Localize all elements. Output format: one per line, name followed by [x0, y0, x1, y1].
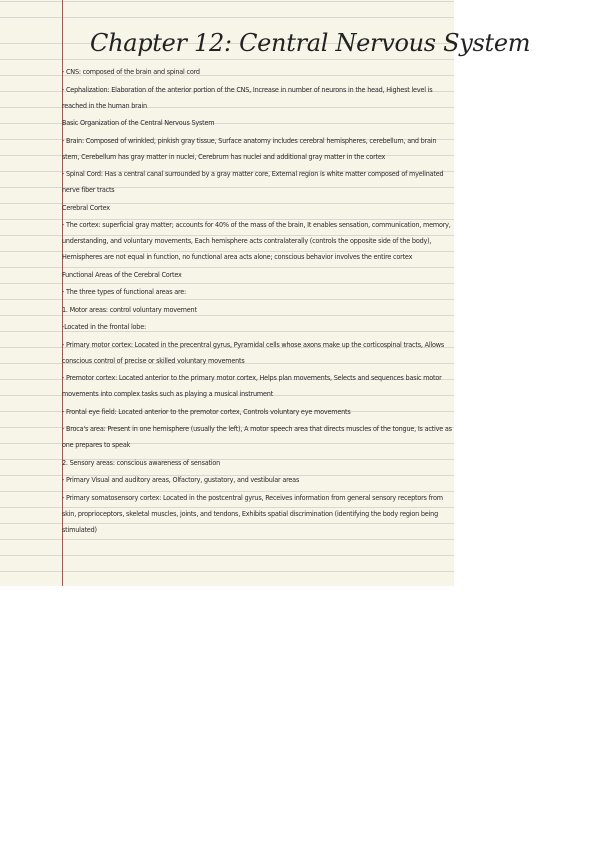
note-line: - Primary motor cortex: Located in the precentral gyrus, Pyramidal cells whose axons make up the corticospinal tracts, Allows conscious control of precise or skilled voluntary movements	[62, 339, 446, 365]
section-heading: Cerebral Cortex	[62, 202, 110, 212]
note-line: - Cephalization: Elaboration of the anterior portion of the CNS, Increase in number of neurons in the head, Highest level is reached in the human brain	[62, 84, 435, 110]
note-line: - Spinal Cord: Has a central canal surrounded by a gray matter core, External region is white matter composed of myelinated nerve fiber tracts	[62, 169, 446, 194]
note-line: - Brain: Composed of wrinkled, pinkish gray tissue, Surface anatomy includes cerebral hemispheres, cerebellum, and brain stem, Cerebellum has gray matter in nuclei, Cerebrum has nuclei and additional gray matter in the cortex	[62, 135, 439, 161]
note-line: - Frontal eye field: Located anterior to the premotor cortex, Controls voluntary eye movements	[62, 406, 351, 416]
note-line: - The cortex: superficial gray matter; accounts for 40% of the mass of the brain, It enables sensation, communication, memory, understanding, and voluntary movements, Each hemisphere acts contralaterally (controls the opposite side of the body), Hemispheres are not equal in function, no functional area acts alone; conscious behavior involves the entire cortex	[62, 220, 453, 261]
page-title: Chapter 12: Central Nervous System	[90, 29, 531, 57]
note-line: - The three types of functional areas are:	[62, 287, 187, 296]
section-heading: Functional Areas of the Cerebral Cortex	[62, 269, 182, 279]
note-line: - Primary somatosensory cortex: Located in the postcentral gyrus, Receives information from general sensory receptors from skin, proprioceptors, skeletal muscles, joints, and tendons, Exhibits spatial discrimination (identifying the body region being stimulated)	[62, 492, 445, 534]
section-heading: Basic Organization of the Central Nervous System	[62, 118, 215, 127]
note-line: - Broca's area: Present in one hemisphere (usually the left), A motor speech area that directs muscles of the tongue, Is active as one prepares to speak	[62, 424, 454, 449]
note-line: -Located in the frontal lobe:	[62, 322, 146, 331]
note-line: - Primary Visual and auditory areas, Olfactory, gustatory, and vestibular areas	[62, 475, 300, 484]
note-line: 2. Sensory areas: conscious awareness of sensation	[62, 457, 221, 467]
note-line: - Premotor cortex: Located anterior to the primary motor cortex, Helps plan movements, Selects and sequences basic motor movements into complex tasks such as playing a musical instrument	[62, 373, 444, 398]
note-line: 1. Motor areas: control voluntary movement	[62, 304, 197, 314]
notes-body	[62, 64, 454, 539]
note-line: - CNS: composed of the brain and spinal cord	[62, 67, 200, 76]
